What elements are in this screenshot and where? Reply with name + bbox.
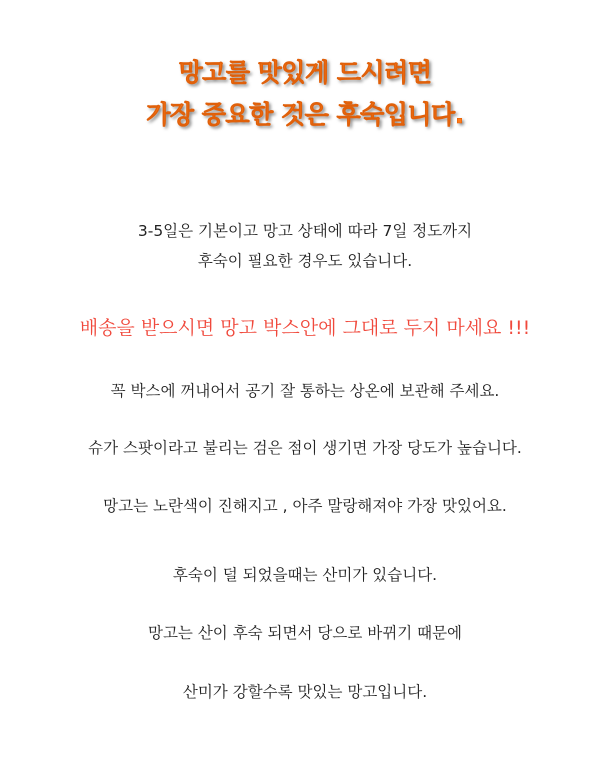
headline-line-2: 가장 중요한 것은 후숙입니다.: [146, 100, 464, 129]
body-line-8: 산미가 강할수록 맛있는 망고입니다.: [182, 683, 428, 701]
body-line-5: 망고는 노란색이 진해지고 , 아주 말랑해져야 가장 맛있어요.: [103, 497, 507, 515]
headline-line-1: 망고를 맛있게 드시려면: [178, 58, 432, 87]
body-line-7: 망고는 산이 후숙 되면서 당으로 바뀌기 때문에: [147, 624, 463, 642]
body-line-6: 후숙이 덜 되었을때는 산미가 있습니다.: [172, 566, 438, 584]
body-line-1: 3-5일은 기본이고 망고 상태에 따라 7일 정도까지: [137, 222, 473, 240]
body-line-3: 꼭 박스에 꺼내어서 공기 잘 통하는 상온에 보관해 주세요.: [110, 382, 500, 400]
body-line-4: 슈가 스팟이라고 불리는 검은 점이 생기면 가장 당도가 높습니다.: [88, 439, 522, 457]
body-line-2: 후숙이 필요한 경우도 있습니다.: [197, 252, 413, 270]
alert-line: 배송을 받으시면 망고 박스안에 그대로 두지 마세요 !!!: [79, 317, 531, 339]
